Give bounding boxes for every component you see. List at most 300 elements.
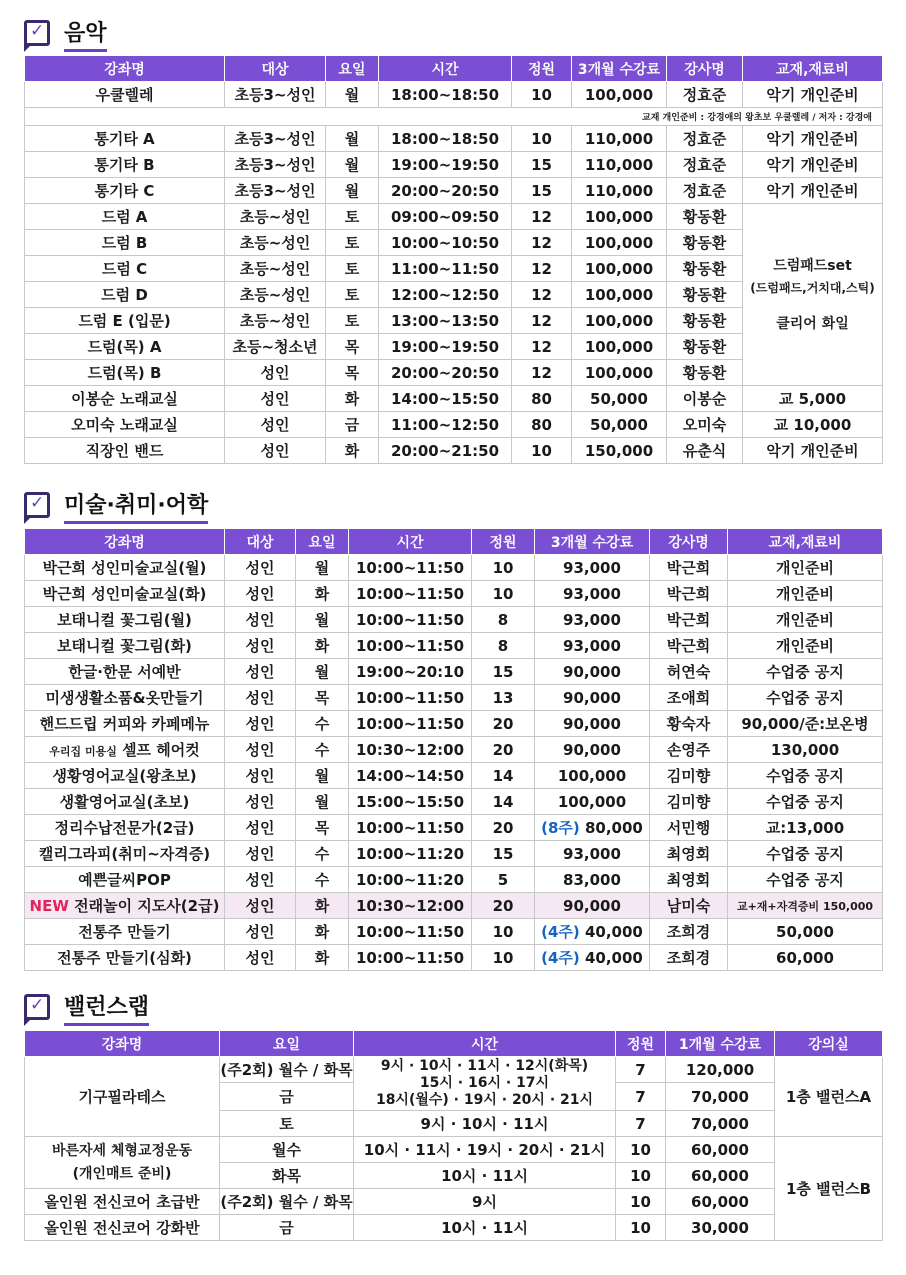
course-day: 화목 bbox=[220, 1163, 354, 1189]
course-capacity: 20 bbox=[472, 893, 535, 919]
course-time: 10시 · 11시 bbox=[354, 1215, 616, 1241]
course-material: 수업중 공지 bbox=[728, 867, 883, 893]
course-time: 11:00~11:50 bbox=[379, 256, 512, 282]
column-header: 교재,재료비 bbox=[728, 529, 883, 555]
course-fee-value: 100,000 bbox=[557, 792, 627, 811]
course-fee-value: 100,000 bbox=[557, 766, 627, 785]
course-teacher: 황동환 bbox=[667, 360, 743, 386]
course-capacity: 12 bbox=[512, 230, 572, 256]
course-capacity: 8 bbox=[472, 633, 535, 659]
course-capacity: 12 bbox=[512, 282, 572, 308]
course-capacity: 7 bbox=[616, 1111, 666, 1137]
table-row bbox=[25, 412, 883, 438]
course-name-text: 생황영어교실(왕초보) bbox=[52, 767, 197, 785]
course-capacity: 7 bbox=[616, 1083, 666, 1111]
column-header: 강사명 bbox=[667, 56, 743, 82]
column-header: 시간 bbox=[379, 56, 512, 82]
course-target: 초등3~성인 bbox=[225, 82, 326, 108]
course-teacher: 서민행 bbox=[650, 815, 728, 841]
course-day: 월 bbox=[296, 607, 349, 633]
course-day: 월 bbox=[296, 789, 349, 815]
course-time: 10:00~11:50 bbox=[349, 555, 472, 581]
course-name-text: 전통주 만들기 bbox=[78, 923, 171, 941]
course-fee: 60,000 bbox=[666, 1189, 775, 1215]
course-time: 10시 · 11시 · 19시 · 20시 · 21시 bbox=[354, 1137, 616, 1163]
course-day: 수 bbox=[296, 711, 349, 737]
course-name: 드럼(목) B bbox=[25, 360, 225, 386]
course-day: 수 bbox=[296, 737, 349, 763]
course-material: 60,000 bbox=[728, 945, 883, 971]
table-row bbox=[25, 789, 883, 815]
time-line: 18시(월수) · 19시 · 20시 · 21시 bbox=[375, 1092, 594, 1108]
time-line: 9시 · 10시 · 11시 · 12시(화목) bbox=[380, 1058, 589, 1074]
course-fee bbox=[535, 607, 650, 633]
course-name-text: 캘리그라피(취미~자격증) bbox=[38, 845, 211, 863]
course-time: 10:00~10:50 bbox=[379, 230, 512, 256]
course-time: 13:00~13:50 bbox=[379, 308, 512, 334]
course-fee-value: 93,000 bbox=[563, 610, 621, 629]
course-name bbox=[25, 789, 225, 815]
course-name-text: 전래놀이 지도사(2급) bbox=[74, 897, 220, 915]
course-name-prefix: 우리집 미용실 bbox=[49, 745, 117, 758]
course-material: 수업중 공지 bbox=[728, 685, 883, 711]
course-capacity: 14 bbox=[472, 789, 535, 815]
course-fee-value: 93,000 bbox=[563, 636, 621, 655]
course-material: 개인준비 bbox=[728, 633, 883, 659]
table-row bbox=[25, 178, 883, 204]
course-fee: 100,000 bbox=[572, 82, 667, 108]
course-teacher: 최영회 bbox=[650, 867, 728, 893]
course-day: 월 bbox=[326, 82, 379, 108]
course-name: 올인원 전신코어 강화반 bbox=[25, 1215, 220, 1241]
course-target: 초등~성인 bbox=[225, 256, 326, 282]
course-duration: (4주) bbox=[541, 949, 580, 967]
course-fee-value: 40,000 bbox=[584, 949, 643, 967]
column-header: 시간 bbox=[354, 1031, 616, 1057]
table-row bbox=[25, 867, 883, 893]
course-name-text: 보태니컬 꽃그림(화) bbox=[57, 637, 192, 655]
course-material: 교 5,000 bbox=[743, 386, 883, 412]
course-day: 토 bbox=[326, 230, 379, 256]
course-name: 올인원 전신코어 초급반 bbox=[25, 1189, 220, 1215]
course-day: 토 bbox=[326, 204, 379, 230]
course-day: 월 bbox=[326, 126, 379, 152]
course-name bbox=[25, 737, 225, 763]
column-header: 강좌명 bbox=[25, 56, 225, 82]
course-capacity: 10 bbox=[616, 1215, 666, 1241]
course-material: 개인준비 bbox=[728, 581, 883, 607]
course-time: 10:00~11:20 bbox=[349, 867, 472, 893]
course-fee-value: 90,000 bbox=[563, 714, 621, 733]
course-name-text: 박근희 성인미술교실(화) bbox=[42, 585, 207, 603]
course-fee-value: 40,000 bbox=[584, 923, 643, 941]
course-capacity: 12 bbox=[512, 360, 572, 386]
table-row bbox=[25, 581, 883, 607]
course-fee-value: 83,000 bbox=[563, 870, 621, 889]
course-teacher: 박근희 bbox=[650, 581, 728, 607]
course-day: 목 bbox=[326, 360, 379, 386]
course-teacher: 최영회 bbox=[650, 841, 728, 867]
course-fee bbox=[535, 763, 650, 789]
course-target: 성인 bbox=[225, 867, 296, 893]
name-line: 바른자세 체형교정운동 bbox=[51, 1142, 193, 1159]
course-time: 10:00~11:50 bbox=[349, 711, 472, 737]
table-row bbox=[25, 438, 883, 464]
course-day: 토 bbox=[326, 308, 379, 334]
course-material: 개인준비 bbox=[728, 607, 883, 633]
course-name bbox=[25, 607, 225, 633]
column-header: 요일 bbox=[220, 1031, 354, 1057]
course-day: 월 bbox=[326, 178, 379, 204]
course-material: 교 10,000 bbox=[743, 412, 883, 438]
course-material: 수업중 공지 bbox=[728, 841, 883, 867]
course-material: 악기 개인준비 bbox=[743, 152, 883, 178]
table-row bbox=[25, 555, 883, 581]
course-day: 월 bbox=[326, 152, 379, 178]
course-target: 성인 bbox=[225, 945, 296, 971]
course-time: 10:00~11:50 bbox=[349, 815, 472, 841]
course-time: 10:30~12:00 bbox=[349, 893, 472, 919]
section-title-music bbox=[24, 16, 107, 49]
course-material: 교+재+자격증비 150,000 bbox=[728, 893, 883, 919]
course-capacity: 15 bbox=[512, 152, 572, 178]
course-fee bbox=[535, 841, 650, 867]
course-capacity: 8 bbox=[472, 607, 535, 633]
course-name: 통기타 B bbox=[25, 152, 225, 178]
table-row bbox=[25, 841, 883, 867]
course-teacher: 김미향 bbox=[650, 789, 728, 815]
course-name bbox=[25, 659, 225, 685]
course-fee bbox=[535, 659, 650, 685]
section-heading: 밸런스랩 bbox=[64, 990, 149, 1023]
course-target: 성인 bbox=[225, 685, 296, 711]
course-capacity: 10 bbox=[472, 945, 535, 971]
course-name: 오미숙 노래교실 bbox=[25, 412, 225, 438]
course-teacher: 황숙자 bbox=[650, 711, 728, 737]
course-target: 성인 bbox=[225, 893, 296, 919]
course-name-text: 정리수납전문가(2급) bbox=[54, 819, 195, 837]
course-name bbox=[25, 763, 225, 789]
table-row bbox=[25, 1215, 883, 1241]
course-time: 18:00~18:50 bbox=[379, 82, 512, 108]
course-teacher: 박근희 bbox=[650, 607, 728, 633]
course-name: 기구필라테스 bbox=[25, 1057, 220, 1137]
course-material: 수업중 공지 bbox=[728, 763, 883, 789]
checkbox-icon: ✓ bbox=[24, 20, 50, 46]
course-target: 초등3~성인 bbox=[225, 152, 326, 178]
course-day: 화 bbox=[296, 945, 349, 971]
course-fee bbox=[535, 919, 650, 945]
course-time: 10:00~11:50 bbox=[349, 945, 472, 971]
balance-table bbox=[24, 1030, 883, 1241]
course-material: 90,000/준:보온병 bbox=[728, 711, 883, 737]
course-name-text: 생활영어교실(초보) bbox=[59, 793, 190, 811]
course-capacity: 10 bbox=[616, 1163, 666, 1189]
course-time: 9시 · 10시 · 11시 bbox=[354, 1111, 616, 1137]
course-capacity: 12 bbox=[512, 308, 572, 334]
course-name-text: 미생생활소품&옷만들기 bbox=[45, 689, 204, 707]
course-fee: 110,000 bbox=[572, 178, 667, 204]
course-fee bbox=[535, 893, 650, 919]
course-material: 50,000 bbox=[728, 919, 883, 945]
course-time: 20:00~21:50 bbox=[379, 438, 512, 464]
course-day: 금 bbox=[220, 1083, 354, 1111]
course-duration: (8주) bbox=[541, 819, 580, 837]
course-name: 이봉순 노래교실 bbox=[25, 386, 225, 412]
course-target: 성인 bbox=[225, 659, 296, 685]
course-name-text: 예쁜글씨POP bbox=[78, 871, 171, 889]
course-name-text: 보태니컬 꽃그림(월) bbox=[57, 611, 192, 629]
new-badge: NEW bbox=[29, 897, 69, 915]
course-day: 목 bbox=[326, 334, 379, 360]
course-material: 수업중 공지 bbox=[728, 659, 883, 685]
course-name-text: 박근희 성인미술교실(월) bbox=[42, 559, 207, 577]
course-material: 악기 개인준비 bbox=[743, 438, 883, 464]
course-capacity: 10 bbox=[616, 1189, 666, 1215]
course-target: 초등~성인 bbox=[225, 204, 326, 230]
course-day: 토 bbox=[220, 1111, 354, 1137]
course-teacher: 박근희 bbox=[650, 555, 728, 581]
note-row bbox=[25, 108, 883, 126]
column-header: 정원 bbox=[616, 1031, 666, 1057]
course-room: 1층 밸런스A bbox=[775, 1057, 883, 1137]
course-target: 성인 bbox=[225, 633, 296, 659]
table-row bbox=[25, 893, 883, 919]
course-room: 1층 밸런스B bbox=[775, 1137, 883, 1241]
course-target: 성인 bbox=[225, 789, 296, 815]
course-day: 월 bbox=[296, 555, 349, 581]
course-target: 성인 bbox=[225, 841, 296, 867]
course-fee bbox=[535, 633, 650, 659]
course-time: 14:00~15:50 bbox=[379, 386, 512, 412]
course-target: 초등3~성인 bbox=[225, 126, 326, 152]
course-name: 우쿨렐레 bbox=[25, 82, 225, 108]
table-row bbox=[25, 386, 883, 412]
course-fee: 110,000 bbox=[572, 152, 667, 178]
course-teacher: 황동환 bbox=[667, 204, 743, 230]
course-note: 교재 개인준비 : 강경애의 왕초보 우쿨렐레 / 저자 : 강경애 bbox=[25, 108, 883, 126]
course-fee bbox=[535, 815, 650, 841]
table-row bbox=[25, 607, 883, 633]
course-fee: 100,000 bbox=[572, 308, 667, 334]
course-time: 10:00~11:50 bbox=[349, 633, 472, 659]
course-capacity: 10 bbox=[472, 581, 535, 607]
course-teacher: 남미숙 bbox=[650, 893, 728, 919]
course-fee: 60,000 bbox=[666, 1137, 775, 1163]
course-fee bbox=[535, 867, 650, 893]
course-fee: 100,000 bbox=[572, 256, 667, 282]
course-fee bbox=[535, 711, 650, 737]
course-name bbox=[25, 711, 225, 737]
table-row bbox=[25, 711, 883, 737]
course-day: 목 bbox=[296, 815, 349, 841]
course-fee-value: 93,000 bbox=[563, 844, 621, 863]
course-teacher: 정효준 bbox=[667, 82, 743, 108]
course-target: 성인 bbox=[225, 607, 296, 633]
course-capacity: 10 bbox=[472, 555, 535, 581]
course-capacity: 80 bbox=[512, 412, 572, 438]
course-day: 토 bbox=[326, 256, 379, 282]
course-name bbox=[25, 841, 225, 867]
table-row bbox=[25, 1137, 883, 1163]
course-fee-value: 90,000 bbox=[563, 896, 621, 915]
course-day: 월수 bbox=[220, 1137, 354, 1163]
course-target: 성인 bbox=[225, 737, 296, 763]
course-teacher: 조애희 bbox=[650, 685, 728, 711]
course-fee: 100,000 bbox=[572, 204, 667, 230]
course-name-text: 셀프 헤어컷 bbox=[122, 741, 200, 759]
course-day: 수 bbox=[296, 841, 349, 867]
course-day: 화 bbox=[296, 633, 349, 659]
table-row bbox=[25, 1057, 883, 1083]
column-header: 3개월 수강료 bbox=[572, 56, 667, 82]
course-capacity: 20 bbox=[472, 815, 535, 841]
course-day: 화 bbox=[326, 438, 379, 464]
course-teacher: 손영주 bbox=[650, 737, 728, 763]
course-teacher: 황동환 bbox=[667, 308, 743, 334]
course-fee: 100,000 bbox=[572, 360, 667, 386]
music-table bbox=[24, 55, 883, 464]
course-target: 초등~성인 bbox=[225, 308, 326, 334]
course-target: 성인 bbox=[225, 555, 296, 581]
course-time: 10시 · 11시 bbox=[354, 1163, 616, 1189]
course-name: 통기타 A bbox=[25, 126, 225, 152]
course-time: 19:00~20:10 bbox=[349, 659, 472, 685]
material-line: 드럼패드set bbox=[773, 257, 852, 274]
course-name: 드럼 B bbox=[25, 230, 225, 256]
course-capacity: 10 bbox=[616, 1137, 666, 1163]
course-time: 10:00~11:50 bbox=[349, 581, 472, 607]
time-line: 15시 · 16시 · 17시 bbox=[419, 1075, 550, 1091]
table-row bbox=[25, 633, 883, 659]
course-name: 드럼 C bbox=[25, 256, 225, 282]
course-material: 악기 개인준비 bbox=[743, 126, 883, 152]
course-target: 성인 bbox=[225, 412, 326, 438]
course-capacity: 12 bbox=[512, 256, 572, 282]
course-name: 드럼(목) A bbox=[25, 334, 225, 360]
course-name bbox=[25, 867, 225, 893]
course-fee-value: 90,000 bbox=[563, 662, 621, 681]
course-teacher: 유춘식 bbox=[667, 438, 743, 464]
course-fee: 100,000 bbox=[572, 334, 667, 360]
course-fee: 50,000 bbox=[572, 412, 667, 438]
course-fee bbox=[535, 737, 650, 763]
course-material bbox=[743, 204, 883, 386]
course-capacity: 12 bbox=[512, 204, 572, 230]
course-target: 성인 bbox=[225, 815, 296, 841]
course-fee: 70,000 bbox=[666, 1111, 775, 1137]
table-row bbox=[25, 763, 883, 789]
course-time bbox=[354, 1057, 616, 1111]
course-day: 토 bbox=[326, 282, 379, 308]
section-title-balance bbox=[24, 990, 149, 1023]
course-name: 드럼 A bbox=[25, 204, 225, 230]
course-time: 10:00~11:50 bbox=[349, 919, 472, 945]
course-name bbox=[25, 555, 225, 581]
course-fee: 70,000 bbox=[666, 1083, 775, 1111]
column-header: 대상 bbox=[225, 56, 326, 82]
course-day: 금 bbox=[220, 1215, 354, 1241]
course-target: 성인 bbox=[225, 386, 326, 412]
course-fee-value: 90,000 bbox=[563, 688, 621, 707]
table-row bbox=[25, 945, 883, 971]
checkbox-icon: ✓ bbox=[24, 492, 50, 518]
course-target: 성인 bbox=[225, 763, 296, 789]
course-name bbox=[25, 919, 225, 945]
column-header: 정원 bbox=[512, 56, 572, 82]
course-name: 드럼 E (입문) bbox=[25, 308, 225, 334]
course-name bbox=[25, 633, 225, 659]
course-fee: 30,000 bbox=[666, 1215, 775, 1241]
course-teacher: 정효준 bbox=[667, 126, 743, 152]
course-material: 교:13,000 bbox=[728, 815, 883, 841]
course-teacher: 황동환 bbox=[667, 334, 743, 360]
section-heading: 음악 bbox=[64, 16, 107, 49]
checkbox-icon: ✓ bbox=[24, 994, 50, 1020]
course-time: 20:00~20:50 bbox=[379, 360, 512, 386]
course-day: 화 bbox=[296, 893, 349, 919]
course-day: 화 bbox=[296, 581, 349, 607]
course-time: 19:00~19:50 bbox=[379, 334, 512, 360]
course-target: 성인 bbox=[225, 438, 326, 464]
section-heading: 미술·취미·어학 bbox=[64, 488, 208, 521]
course-target: 초등~성인 bbox=[225, 230, 326, 256]
course-capacity: 20 bbox=[472, 711, 535, 737]
course-name-text: 한글·한문 서예반 bbox=[68, 663, 181, 681]
course-teacher: 김미향 bbox=[650, 763, 728, 789]
column-header: 요일 bbox=[326, 56, 379, 82]
table-row bbox=[25, 126, 883, 152]
course-time: 9시 bbox=[354, 1189, 616, 1215]
art-table bbox=[24, 528, 883, 971]
course-capacity: 10 bbox=[512, 82, 572, 108]
material-line: 클리어 화일 bbox=[776, 315, 849, 332]
column-header: 대상 bbox=[225, 529, 296, 555]
course-fee: 120,000 bbox=[666, 1057, 775, 1083]
course-capacity: 10 bbox=[512, 126, 572, 152]
course-fee-value: 80,000 bbox=[584, 819, 643, 837]
column-header: 교재,재료비 bbox=[743, 56, 883, 82]
course-time: 18:00~18:50 bbox=[379, 126, 512, 152]
course-teacher: 황동환 bbox=[667, 282, 743, 308]
course-day: 월 bbox=[296, 763, 349, 789]
column-header: 3개월 수강료 bbox=[535, 529, 650, 555]
course-name bbox=[25, 815, 225, 841]
table-row bbox=[25, 685, 883, 711]
course-capacity: 15 bbox=[512, 178, 572, 204]
course-target: 성인 bbox=[225, 711, 296, 737]
course-fee: 100,000 bbox=[572, 230, 667, 256]
course-fee bbox=[535, 555, 650, 581]
course-capacity: 10 bbox=[472, 919, 535, 945]
course-capacity: 80 bbox=[512, 386, 572, 412]
course-target: 초등3~성인 bbox=[225, 178, 326, 204]
course-time: 10:00~11:50 bbox=[349, 607, 472, 633]
column-header: 강사명 bbox=[650, 529, 728, 555]
course-time: 14:00~14:50 bbox=[349, 763, 472, 789]
column-header: 강좌명 bbox=[25, 1031, 220, 1057]
course-time: 10:30~12:00 bbox=[349, 737, 472, 763]
course-name bbox=[25, 685, 225, 711]
course-name bbox=[25, 1137, 220, 1189]
course-material: 개인준비 bbox=[728, 555, 883, 581]
course-time: 12:00~12:50 bbox=[379, 282, 512, 308]
course-time: 09:00~09:50 bbox=[379, 204, 512, 230]
course-name: 드럼 D bbox=[25, 282, 225, 308]
course-day: 화 bbox=[326, 386, 379, 412]
course-capacity: 7 bbox=[616, 1057, 666, 1083]
course-day: 수 bbox=[296, 867, 349, 893]
